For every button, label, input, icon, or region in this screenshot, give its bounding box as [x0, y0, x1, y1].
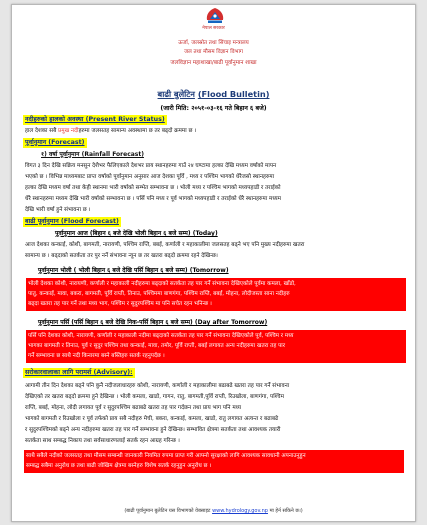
day-after-heading: पूर्वानुमान पर्सि (पर्सि बिहान ६ बजे देखि निक-पर्सि बिहान ६ बजे सम्म) (Day after Tomorrow): [38, 319, 268, 326]
nepal-emblem-icon: [203, 7, 227, 25]
river-status-text: हाल देशका सबै प्रमुख नदीहरुमा जलसतह सामान्य अवस्थामा छ तर बढ्दो क्रममा छ ।: [25, 128, 197, 134]
rainfall-forecast-heading: १) वर्षा पूर्वानुमान (Rainfall Forecast): [41, 151, 144, 158]
tomorrow-heading: पूर्वानुमान भोली ( भोली बिहान ६ बजे देखि पर्सि बिहान ६ बजे सम्म) (Tomorrow): [38, 267, 229, 274]
letterhead: [12, 5, 415, 71]
bulletin-page: नेपाल सरकार ऊर्जा, जलस्रोत तथा सिंचाइ मन्त्रालय जल तथा मौसम विज्ञान विभाग जलविज्ञान महाशाखा/बाढी पूर्वानुमान शाखा बाढी बुलेटिन (Flood Bulletin) (जारी मिति: २०५१-०३-१६ गते बिहान ६ बजे) नदीहरुको हालको अवस्था (Present River Status) हाल देशका सबै प्रमुख नदीहरुमा जलसतह सामान्य अवस्थामा छ तर बढ्दो क्रममा छ । पूर्वानुमान (Forecast) १) वर्षा पूर्वानुमान (Rainfall Forecast) विगत ३ दिन देखि सक्रिय मनसुन देशैभर फैलिएकाले देशभर प्राय स्थानहरुमा गाउँ २४ घण्टामा हल्का देखि मध्यम वर्षाको मापन भएको छ । विभिन्न माध्यमबाट प्राप्त वर्षाको पूर्वानुमान अनुसार आज देशका पूर्वि , मध्य र पश्चिम भागको धेरैजसो स्थानहरुमा हल्का देखि मध्यम वर्षा तथा केही स्थानमा भारी वर्षाको सम्भेत सम्भावना छ । भोली मध्य र पश्चिम भागको मध्यपहाडी र तराईको धेरै स्थानहरुमा मध्यम देखि भारी वर्षाको सम्भावना छ । पर्सि पनि मध्य र पूर्व भागको मध्यपहाडी र तराईको धेरै स्थानहरुमा मध्यम देखि भारी वर्षा हुने संभावना छ । बाढी पूर्वानुमान (Flood Forecast) पूर्वानुमान आज (बिहान ६ बजे देखि भोली बिहान ६ बजे सम्म) (Today) आज देशका कन्काई, कोशी, बागमती, नारायणी, पश्चिम राप्ति, बबई, कर्णाली र महाकालीमा जलसतह बढ्ने भए पनि मुख्य नदीहरुमा खतरा सामान्य छ । बढ्दाको सतर्कता तर पुर नर्ने संभावना न्यून छ तर खतरा बढ्दो क्रममा रहने देखिन्छ। पूर्वानुमान भोली ( भोली बिहान ६ बजे देखि पर्सि बिहान ६ बजे सम्म) (Tomorrow) भोली देशका कोशी, नारायणी, कर्णाली र महाकाली नदीहरुमा बढ्दाको सतर्कता तह पार गर्ने संभावना देखिएकोले पूर्वमा कमला, खाँडो, पातु, कन्काई, मावा, बकरा, बागमती, पूर्वि राप्ती, तिनाउ, पश्चिममा बाणगंगा, पश्चिम राप्ति, बबई, मोहना, लोदीजस्ता साना नदीहरु बढ्दा खतरा तह पार गर्ने तथा मध्य भाग, पश्चिम र सुदुरपश्चिम मा पनि सचेत रहन भनिन्छ । पूर्वानुमान पर्सि (पर्सि बिहान ६ बजे देखि निक-पर्सि बिहान ६ बजे सम्म) (Day after Tomorrow) पर्सि पनि देशका कोशी, नारायणी, कर्णाली र महाकाली नदीमा बढ्दाको सतर्कता तह पार गर्ने संभावना देखिएकोले पूर्व, पश्चिम र मध्य भागका बागमती र तिनाउ, पूर्व र सुदुर पश्चिम तथा कन्काई, मावा, तमोर, पूर्वि राप्ती, बबई लगायत अन्य नदीहरुमा खतरा तह पार गर्ने सम्भावना छ साथै नदी किनारमा बस्ने बस्तिहरु सतर्क रहनुपर्दछ । सरोकारवालाका लागि परामर्श (Advisory): आगामी तीन दिन देशका बढ्ने पनि कुनै नदीजलाधारहरु कोशी, नारायणी, कर्णाली र महाकालीमा बढाबढे खतरा तह पार गर्ने संभावना देखिएको तर खतरा बढ्दो क्रममा हुने देखिन्छ । भोली कमला, खाडो, गागन, रातु, बागमती,पूर्वि राप्ती, रिउखोला, बाणगंगा, पश्चिम राप्ति, बबई, मोहना, लोदी लगायत पूर्व र सुदुरपश्चिम बढाबढे खतरा तह पार गर्दछन तथा प्राय भाग पनि मध्य भागको बागमती र रिउखोला र पूर्व तर्फको प्राय सबै नदीहरु मेची, बकरा, कन्काई, कमला, खाडो, रातु लगायत अत्यन्त र बढाबढे र सुदुरपश्चिमको बढ्ने अन्य नदीहरुमा खतरा तह पार गर्ने सम्भावना हुने देखिन्छ। सम्भावित क्षेत्रमा सतर्कता तथा आवश्यक तयारी सतर्कता साथ सम्बद्ध निकाय तथा सर्वसाधारणलाई सतर्क रहन आग्रह गरिन्छ । साथै सबैले नदीको जलसतह तथा मौसम सम्बन्धी जानकारी नियमित रुपमा प्राप्त गरी आफ्नो सुरक्षाको लागि आवश्यक सावधानी अपनाउनुहुन सम्बद्ध सबैमा अनुरोध छ तथा बाढी जोखिम क्षेत्रमा बस्नेहरु विशेष सतर्क रहनुहुन अनुरोध छ । (बाढी पूर्वानुमान बुलेटिन यस विभागको वेबसाइट www.hydrology.gov.np मा हेर्न सकिने छ।): [11, 4, 416, 522]
day-after-alert-block: पर्सि पनि देशका कोशी, नारायणी, कर्णाली र महाकाली नदीमा बढ्दाको सतर्कता तह पार गर्ने संभावना देखिएकोले पूर्व, पश्चिम र मध्य भागका बागमती र तिनाउ, पूर्व र सुदुर पश्चिम तथा कन्काई, मावा, तमोर, पूर्वि राप्ती, बबई लगायत अन्य नदीहरुमा खतरा तह पार गर्ने सम्भावना छ साथै नदी किनारमा बस्ने बस्तिहरु सतर्क रहनुपर्दछ ।: [26, 330, 406, 363]
tomorrow-alert-block: भोली देशका कोशी, नारायणी, कर्णाली र महाकाली नदीहरुमा बढ्दाको सतर्कता तह पार गर्ने संभावना देखिएकोले पूर्वमा कमला, खाँडो, पातु, कन्काई, मावा, बकरा, बागमती, पूर्वि राप्ती, तिनाउ, पश्चिममा बाणगंगा, पश्चिम राप्ति, बबई, मोहना, लोदीजस्ता साना नदीहरु बढ्दा खतरा तह पार गर्ने तथा मध्य भाग, पश्चिम र सुदुरपश्चिम मा पनि सचेत रहन भनिन्छ ।: [26, 278, 406, 311]
title-english: (Flood Bulletin): [197, 89, 270, 99]
government-line: नेपाल सरकार: [202, 26, 225, 31]
footer-note: (बाढी पूर्वानुमान बुलेटिन यस विभागको वेबसाइट www.hydrology.gov.np मा हेर्न सकिने छ।): [124, 508, 303, 514]
division-name: जलविज्ञान महाशाखा/बाढी पूर्वानुमान शाखा: [170, 60, 257, 66]
today-heading: पूर्वानुमान आज (बिहान ६ बजे देखि भोली बिहान ६ बजे सम्म) (Today): [55, 230, 218, 237]
ministry-name: ऊर्जा, जलस्रोत तथा सिंचाइ मन्त्रालय: [178, 40, 249, 46]
hydrology-website-link[interactable]: www.hydrology.gov.np: [212, 508, 268, 514]
bulletin-title: [12, 89, 415, 100]
issue-date: (जारी मिति: २०५१-०३-१६ गते बिहान ६ बजे): [160, 105, 267, 112]
river-status-heading: नदीहरुको हालको अवस्था (Present River Status): [25, 116, 165, 123]
advisory-alert-block: साथै सबैले नदीको जलसतह तथा मौसम सम्बन्धी जानकारी नियमित रुपमा प्राप्त गरी आफ्नो सुरक्षाको लागि आवश्यक सावधानी अपनाउनुहुन सम्बद्ध सबैमा अनुरोध छ तथा बाढी जोखिम क्षेत्रमा बस्नेहरु विशेष सतर्क रहनुहुन अनुरोध छ ।: [24, 450, 404, 473]
flood-forecast-heading: बाढी पूर्वानुमान (Flood Forecast): [25, 218, 119, 225]
department-name: जल तथा मौसम विज्ञान विभाग: [184, 49, 243, 55]
forecast-heading: पूर्वानुमान (Forecast): [25, 139, 85, 146]
advisory-heading: सरोकारवालाका लागि परामर्श (Advisory):: [25, 369, 133, 376]
title-nepali: बाढी बुलेटिन: [157, 89, 195, 99]
